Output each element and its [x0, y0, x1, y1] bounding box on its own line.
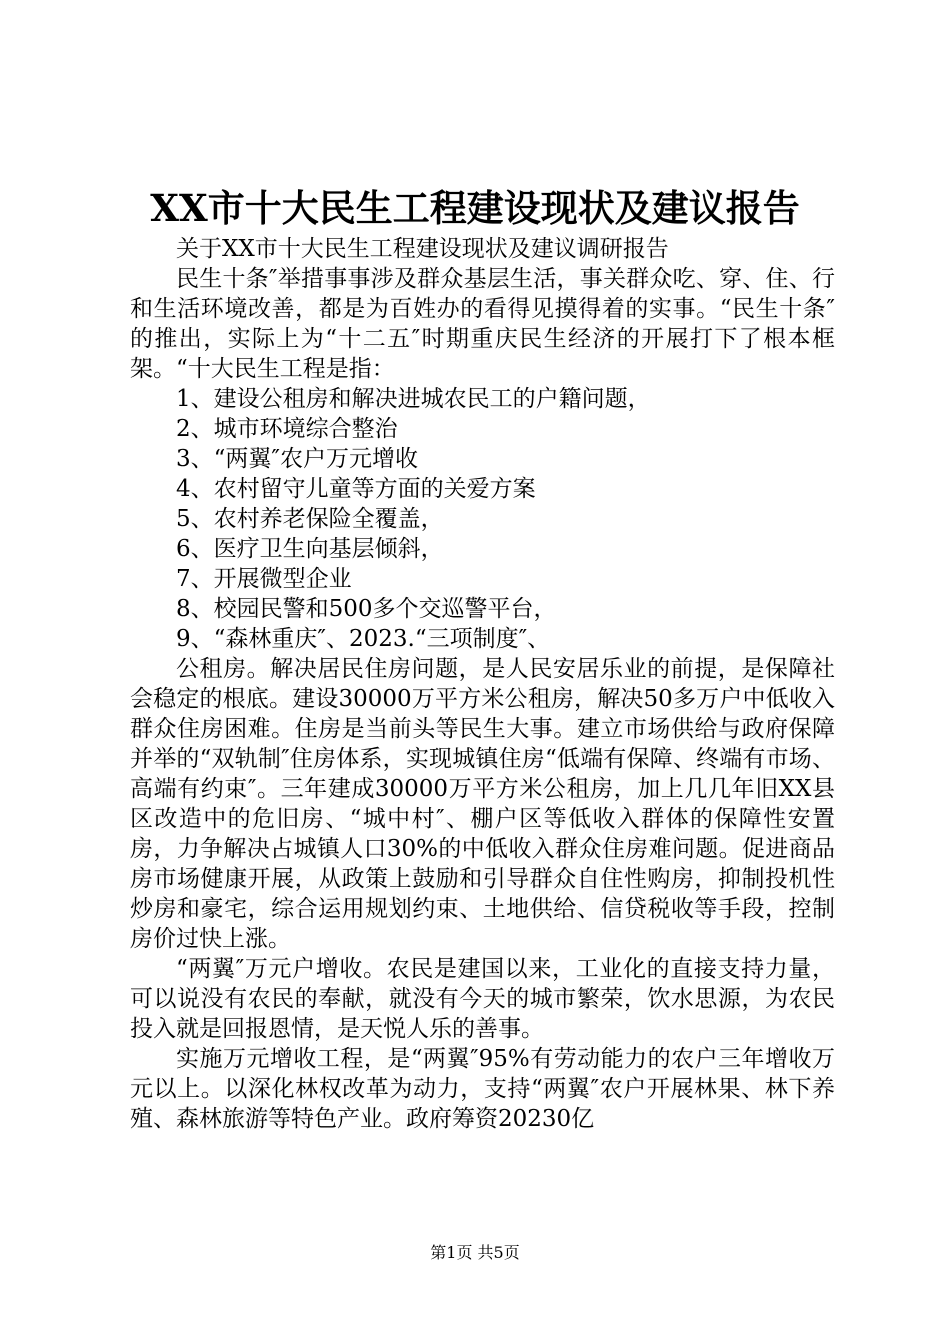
document-body: [130, 234, 835, 1134]
document-title: XX市十大民生工程建设现状及建议报告: [150, 186, 800, 230]
list-item-3: 3、“两翼″农户万元增收: [176, 446, 418, 472]
list-item-9: 9、“森林重庆″、2023.“三项制度″、: [176, 626, 551, 652]
list-item-1: 1、建设公租房和解决进城农民工的户籍问题，: [176, 386, 651, 412]
subtitle-line: 关于XX市十大民生工程建设现状及建议调研报告: [176, 236, 669, 262]
list-item-4: 4、农村留守儿童等方面的关爱方案: [176, 476, 536, 502]
paragraph-housing: 公租房。解决居民住房问题，是人民安居乐业的前提，是保障社会稳定的根底。建设30000万平方米公租房，解决50多万户中低收入群众住房困难。住房是当前头等民生大事。建立市场供给与政府保障并举的“双轨制″住房体系，实现城镇住房“低端有保障、终端有市场、高端有约束″。三年建成30000万平方米公租房，加上几几年旧XX县区改造中的危旧房、“城中村″、棚户区等低收入群体的保障性安置房，力争解决占城镇人口30%的中低收入群众住房难问题。促进商品房市场健康开展，从政策上鼓励和引导群众自住性购房，抑制投机性炒房和豪宅，综合运用规划约束、土地供给、信贷税收等手段，控制房价过快上涨。: [130, 656, 835, 952]
list-item-7: 7、开展微型企业: [176, 566, 352, 592]
list-item-5: 5、农村养老保险全覆盖，: [176, 506, 444, 532]
list-item-6: 6、医疗卫生向基层倾斜，: [176, 536, 444, 562]
intro-paragraph: 民生十条″举措事事涉及群众基层生活，事关群众吃、穿、住、行和生活环境改善，都是为百姓办的看得见摸得着的实事。“民生十条″的推出，实际上为“十二五″时期重庆民生经济的开展打下了根本框架。“十大民生工程是指：: [130, 266, 835, 382]
paragraph-income-project: 实施万元增收工程，是“两翼″95%有劳动能力的农户三年增收万元以上。以深化林权改革为动力，支持“两翼″农户开展林果、林下养殖、森林旅游等特色产业。政府筹资20230亿: [130, 1046, 835, 1132]
list-item-2: 2、城市环境综合整治: [176, 416, 398, 442]
paragraph-farmers: “两翼″万元户增收。农民是建国以来，工业化的直接支持力量，可以说没有农民的奉献，就没有今天的城市繁荣，饮水思源，为农民投入就是回报恩情，是天悦人乐的善事。: [130, 956, 835, 1042]
page-footer: 第1页 共5页: [430, 1243, 520, 1262]
list-item-8: 8、校园民警和500多个交巡警平台，: [176, 596, 557, 622]
